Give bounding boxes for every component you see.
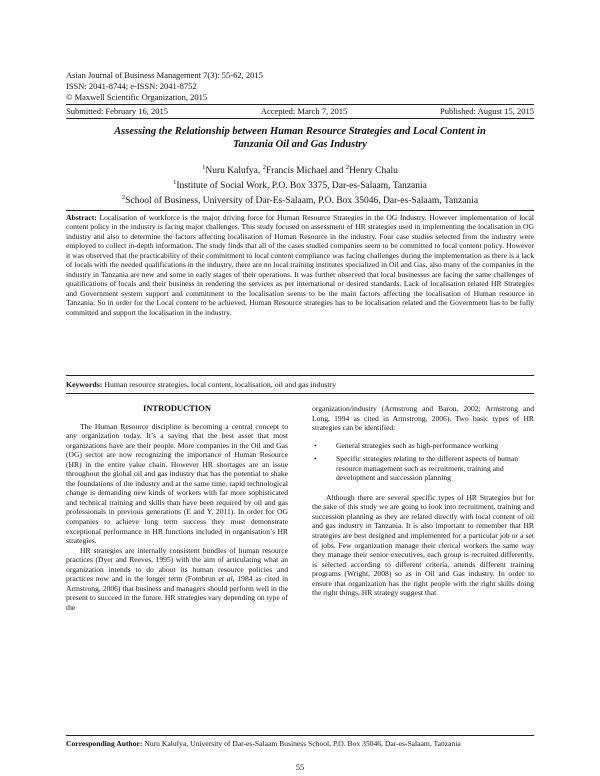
journal-info	[66, 70, 263, 103]
header-rule-bottom	[66, 118, 534, 119]
abstract-label: Abstract:	[66, 213, 97, 222]
hr-strategy-list	[312, 441, 534, 483]
journal-issn: ISSN: 2041-8744; e-ISSN: 2041-8752	[66, 81, 197, 91]
corresponding-author-label: Corresponding Author:	[66, 739, 143, 748]
bullet-icon: •	[314, 440, 317, 450]
journal-citation: Asian Journal of Business Management 7(3): 55-62, 2015	[66, 70, 263, 80]
paper-title	[66, 126, 534, 151]
section-heading-introduction: INTRODUCTION	[142, 403, 211, 413]
keywords	[66, 380, 534, 390]
journal-copyright: © Maxwell Scientific Organization, 2015	[66, 92, 208, 102]
published-date: Published: August 15, 2015	[440, 106, 534, 116]
article-dates	[66, 106, 534, 117]
list-item: • General strategies such as high-performance working	[314, 440, 499, 450]
right-column	[312, 404, 534, 598]
intro-paragraph-2: HR strategies are internally consistent bundles of human resource practices (Dyer and Reeves, 1995) with the aim of articulating what an organization intends to do about its human resource policies and practices now and in the longer term (Fombrun et al, 1984 as cited in Armstrong, 2006) that business and managers should perform well in the present to succeed in the future. HR strategies vary depending on type of the	[66, 545, 288, 612]
corresponding-author-note	[66, 739, 534, 749]
affiliation-1: $^1$Institute of Social Work, P.O. Box 3375, Dar-es-Salaam, Tanzania	[173, 179, 427, 192]
author-names: $^1$Nuru Kalufya, $^2$Francis Michael and $^2$Henry Chalu	[202, 164, 398, 177]
abstract-rule-bottom	[66, 375, 534, 376]
right-paragraph-1: organization/industry (Armstrong and Baron, 2002; Armstrong and Long, 1994 as cited in Armstrong, 2006). Two basic types of HR strategies can be identified:	[312, 404, 534, 433]
keywords-label: Keywords:	[66, 380, 103, 389]
page-number: 55	[295, 762, 305, 772]
keywords-rule	[66, 393, 534, 394]
bullet-icon: •	[314, 454, 317, 464]
abstract-text: Localisation of workforce is the major driving force for Human Resource Strategies in the OG Industry. However implementation of local content policy in the industry is facing major challenges. This study focused on assessment of HR strategies used in implementing the localisation in OG industry and also to determine the factors affecting localisation of Human Resource in the industry. Four case studies selected from the industry were employed to collect in-depth information. The study finds that all of the cases studied companies seem to be committed to local content policy. However it was observed that the practicability of their commitment to local content compliance was facing challenges during the implementation as there is a lack of locals with the needed qualifications in the industry, there are no local training institutes specialized in Oil and Gas, also many of the companies in the industry in Tanzania are new and some in early stages of their operations. It was further observed that local businesses are facing the same challenges of qualifications of locals and their business in rendering the services as per international or desired standards. Lack of localisation related HR Strategies and Government system support and commitment to the localisation seems to be the main factors affecting the localisation of Human resource in Tanzania. So in order for the Local content to be achieved, Human Resource strategies has to be localisation related and the Government has to be fully committed and support the localisation in the industry.	[66, 213, 534, 317]
footer-rule	[66, 735, 534, 736]
accepted-date: Accepted: March 7, 2015	[260, 106, 348, 116]
list-item: • Specific strategies relating to the different aspects of human resource management such as recruitment, training and development and succession planning	[314, 454, 519, 483]
title-line-2: Tanzania Oil and Gas Industry	[233, 138, 367, 150]
author-block	[66, 162, 534, 207]
submitted-date: Submitted: February 16, 2015	[66, 106, 168, 116]
right-paragraph-2: Although there are several specific types of HR Strategies but for the sake of this study we are going to look into recruitment, training and succession planning as they are related directly with local content of oil and gas industry in Tanzania. It is also important to remember that HR strategies are best designed and implemented for a particular job or a set of jobs. Few organization manage their clerical workers the same way they manage their senior executives, each group is recruited differently, is selected according to different criteria, attends different training programs (Wright, 2008) so as in Oil and Gas industry. In order to ensure that organization has the right people with the right skills doing the right things, HR strategy suggest that	[312, 492, 534, 598]
intro-paragraph-1: The Human Resource discipline is becoming a central concept to any organization today. It’s a saying that the best asset that most organizations have are their people. More companies in the Oil and Gas (OG) sector are now recognizing the importance of Human Resource (HR) in the entire value chain. However HR shortages are an issue throughout the global oil and gas industry that has the potential to shake the foundations of the industry and at the same time, rapid technological change is demanding new kinds of workers with far more sophisticated and technical training and skills than have been required by oil and gas professionals in previous generations (E and Y, 2011). In order for OG companies to achieve long term success they must demonstrate exceptional performance in HR functions included in organisation’s HR strategies.	[66, 421, 288, 546]
abstract-rule-top	[66, 210, 534, 211]
left-column	[66, 404, 288, 612]
header-rule-top	[66, 104, 534, 105]
abstract	[66, 213, 534, 317]
corresponding-author-text: Nuru Kalufya, University of Dar-es-Salaam Business School, P.O. Box 35046, Dar-es-Salaam, Tanzania	[142, 739, 461, 748]
title-line-1: Assessing the Relationship between Human Resource Strategies and Local Content in	[114, 126, 486, 137]
keywords-text: Human resource strategies, local content, localisation, oil and gas industry	[102, 380, 337, 389]
affiliation-2: $^2$School of Business, University of Dar-Es-Salaam, P.O. Box 35046, Dar-es-Salaam, Tanzania	[121, 194, 479, 207]
